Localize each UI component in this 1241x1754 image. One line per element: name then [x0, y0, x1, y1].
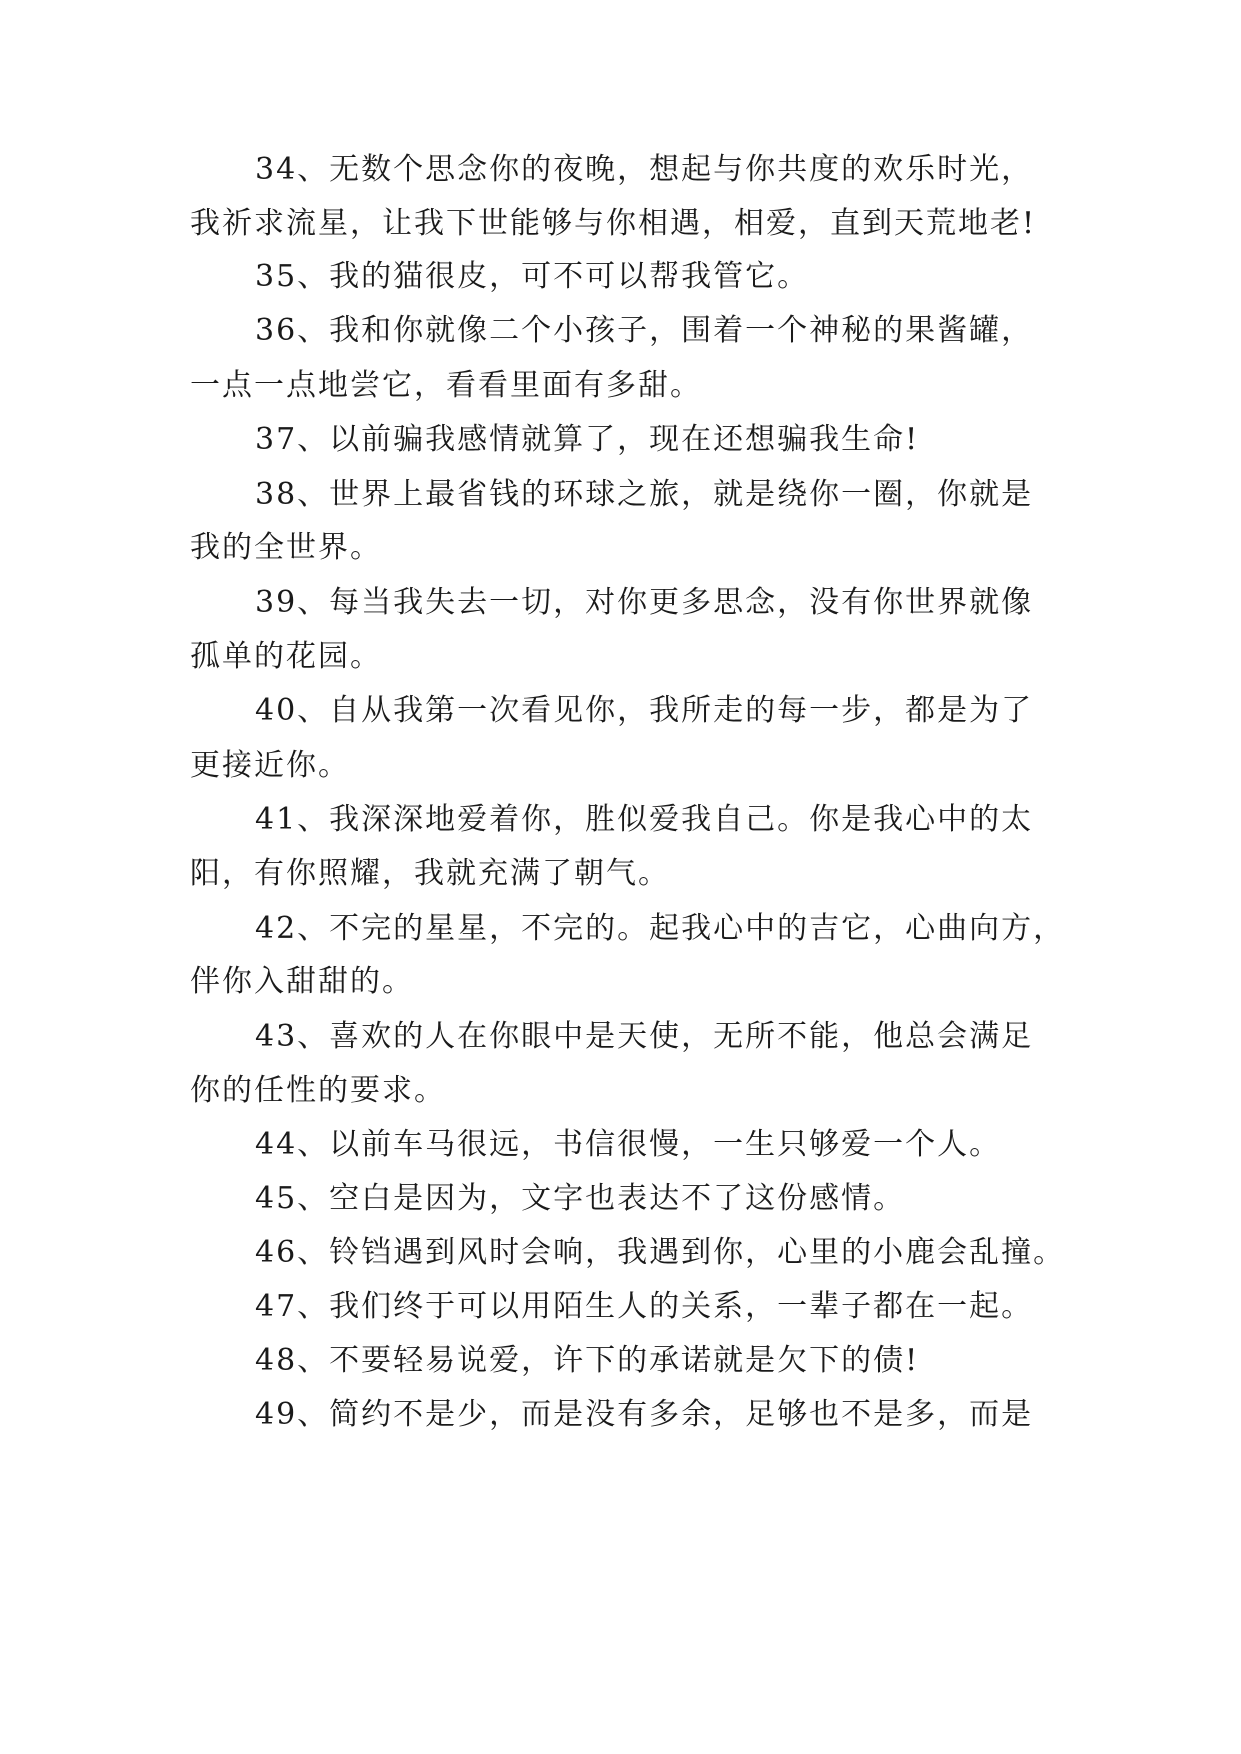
text-line: 37、以前骗我感情就算了，现在还想骗我生命!: [255, 422, 920, 457]
text-line: 更接近你。: [190, 748, 350, 783]
text-line: 45、空白是因为，文字也表达不了这份感情。: [255, 1181, 906, 1216]
text-line: 42、不完的星星，不完的。起我心中的吉它，心曲向方，: [255, 911, 1066, 946]
text-line: 伴你入甜甜的。: [190, 964, 414, 999]
text-line: 41、我深深地爱着你，胜似爱我自己。你是我心中的太: [255, 802, 1034, 837]
text-line: 我的全世界。: [190, 530, 382, 565]
text-line: 36、我和你就像二个小孩子，围着一个神秘的果酱罐，: [255, 313, 1034, 348]
text-line: 你的任性的要求。: [190, 1073, 446, 1108]
text-line: 47、我们终于可以用陌生人的关系，一辈子都在一起。: [255, 1289, 1034, 1324]
text-line: 35、我的猫很皮，可不可以帮我管它。: [255, 259, 810, 294]
text-line: 44、以前车马很远，书信很慢，一生只够爱一个人。: [255, 1127, 1002, 1162]
text-line: 39、每当我失去一切，对你更多思念，没有你世界就像: [255, 585, 1034, 620]
text-line: 阳，有你照耀，我就充满了朝气。: [190, 856, 670, 891]
text-line: 48、不要轻易说爱，许下的承诺就是欠下的债!: [255, 1343, 920, 1378]
text-line: 43、喜欢的人在你眼中是天使，无所不能，他总会满足: [255, 1019, 1034, 1054]
text-line: 孤单的花园。: [190, 639, 382, 674]
text-line: 40、自从我第一次看见你，我所走的每一步，都是为了: [255, 693, 1034, 728]
text-line: 46、铃铛遇到风时会响，我遇到你，心里的小鹿会乱撞。: [255, 1235, 1066, 1270]
text-line: 一点一点地尝它，看看里面有多甜。: [190, 368, 702, 403]
text-line: 49、简约不是少，而是没有多余，足够也不是多，而是: [255, 1397, 1034, 1432]
text-line: 38、世界上最省钱的环球之旅，就是绕你一圈，你就是: [255, 477, 1034, 512]
text-line: 我祈求流星，让我下世能够与你相遇，相爱，直到天荒地老!: [190, 206, 1037, 241]
text-line: 34、无数个思念你的夜晚，想起与你共度的欢乐时光，: [255, 152, 1034, 187]
